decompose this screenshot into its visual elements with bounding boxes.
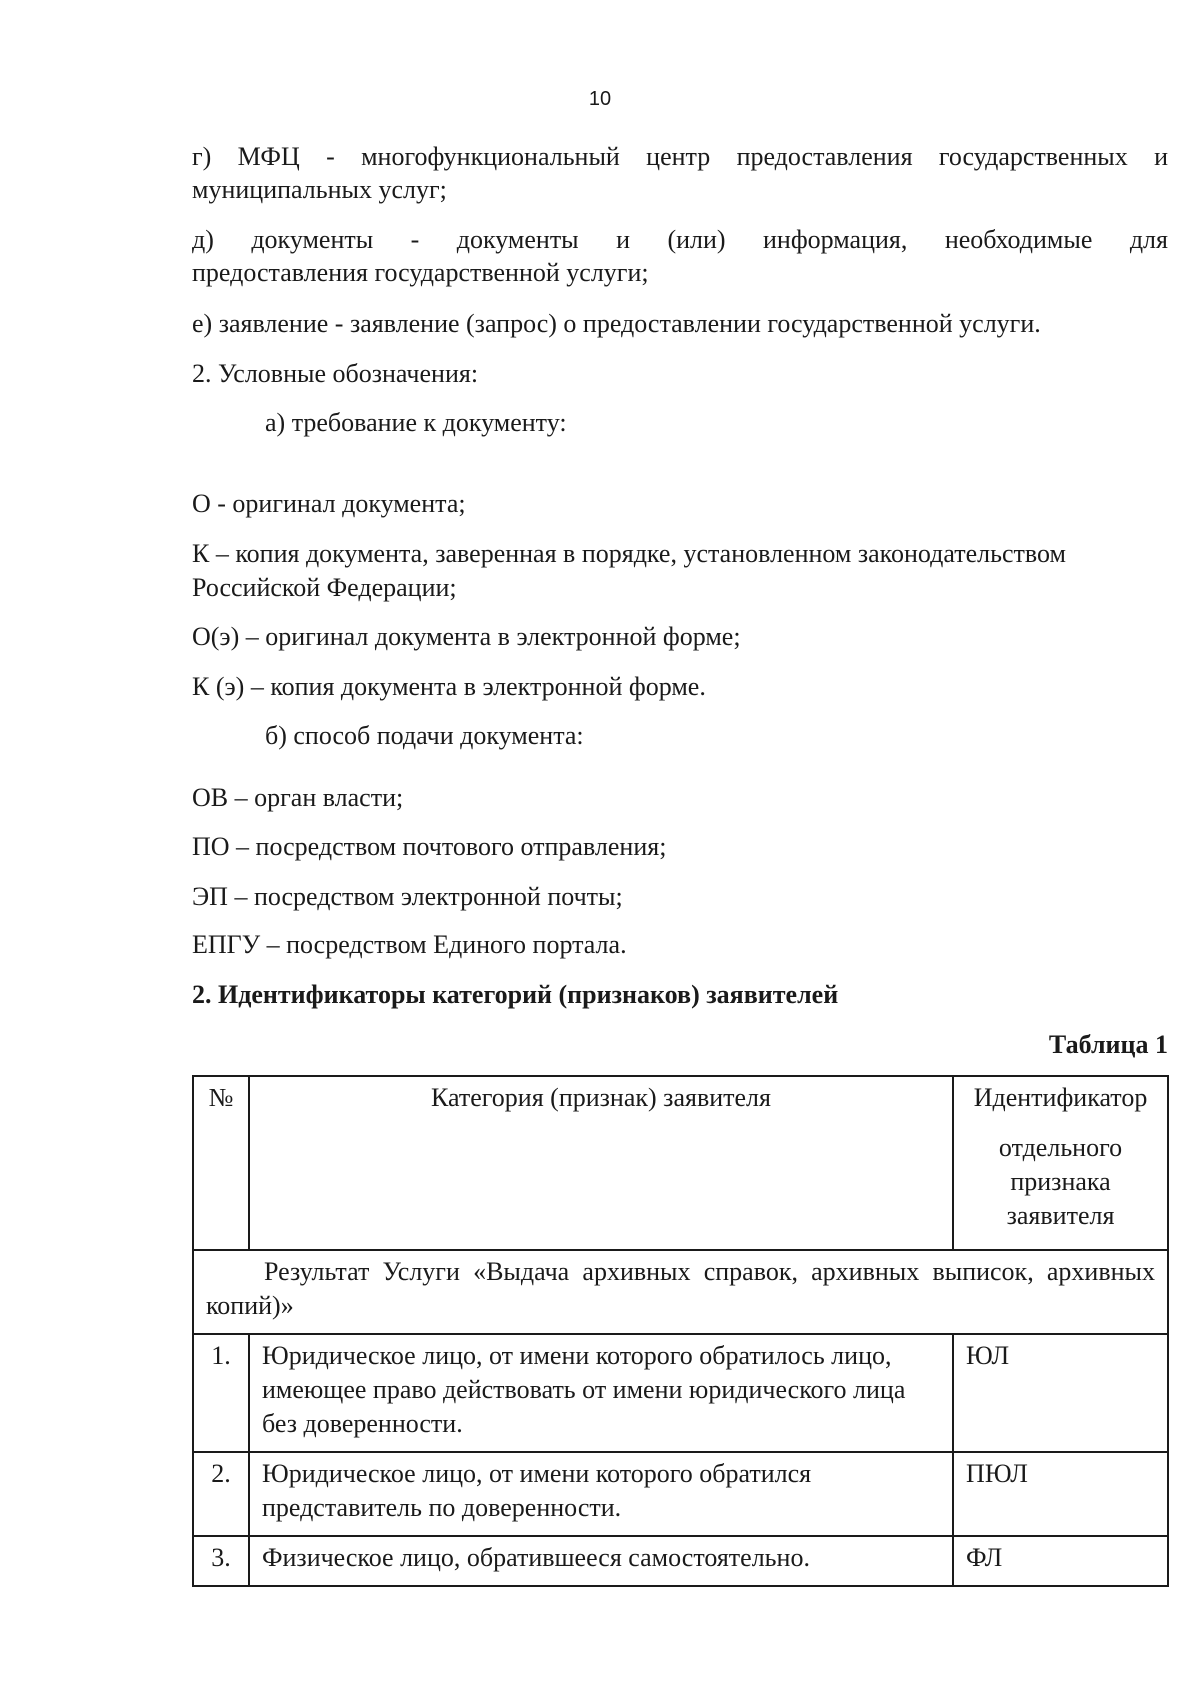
header-identifier (953, 1076, 1168, 1250)
symbols-heading: 2. Условные обозначения: (192, 359, 479, 388)
submission-method-authority: ОВ – орган власти; (192, 783, 404, 812)
doc-requirement-copy-electronic: К (э) – копия документа в электронной форме. (192, 672, 706, 701)
table-row (193, 1452, 1168, 1536)
row-category: Физическое лицо, обратившееся самостоятельно. (249, 1536, 953, 1586)
definition-documents-line1: д) документы - документы и (или) информация, необходимые для (192, 225, 1168, 254)
definition-mfc-line1: г) МФЦ - многофункциональный центр предоставления государственных и (192, 142, 1168, 171)
header-identifier-line1: Идентификатор (973, 1083, 1148, 1112)
table-section-row (193, 1250, 1168, 1334)
row-number: 1. (193, 1334, 249, 1452)
section-heading: 2. Идентификаторы категорий (признаков) заявителей (192, 980, 839, 1009)
applicant-categories-table (192, 1075, 1169, 1587)
doc-requirement-original: О - оригинал документа; (192, 489, 466, 518)
submission-method-email: ЭП – посредством электронной почты; (192, 882, 623, 911)
definition-application: е) заявление - заявление (запрос) о предоставлении государственной услуги. (192, 309, 1041, 338)
table-row (193, 1334, 1168, 1452)
doc-requirement-original-electronic: О(э) – оригинал документа в электронной форме; (192, 622, 741, 651)
row-category: Юридическое лицо, от имени которого обратился представитель по доверенности. (249, 1452, 953, 1536)
section-row-cell (193, 1250, 1168, 1334)
row-identifier: ЮЛ (953, 1334, 1168, 1452)
page-number: 10 (588, 88, 612, 110)
table-row (193, 1536, 1168, 1586)
submission-method-title: б) способ подачи документа: (265, 721, 584, 750)
table-header-row (193, 1076, 1168, 1250)
row-number: 3. (193, 1536, 249, 1586)
header-identifier-line2: отдельного признака заявителя (998, 1133, 1123, 1230)
definition-documents-line2: предоставления государственной услуги; (192, 258, 649, 287)
section-row-text: Результат Услуги «Выдача архивных справок, архивных выписок, архивных копий)» (206, 1257, 1155, 1320)
header-category: Категория (признак) заявителя (249, 1076, 953, 1250)
row-category: Юридическое лицо, от имени которого обратилось лицо, имеющее право действовать от имени юридического лица без доверенности. (249, 1334, 953, 1452)
submission-method-portal: ЕПГУ – посредством Единого портала. (192, 930, 627, 959)
definition-mfc-line2: муниципальных услуг; (192, 175, 447, 204)
row-identifier: ПЮЛ (953, 1452, 1168, 1536)
doc-requirement-copy: К – копия документа, заверенная в порядке, установленном законодательством Российской Федерации; (192, 539, 1066, 602)
row-identifier: ФЛ (953, 1536, 1168, 1586)
header-number: № (193, 1076, 249, 1250)
submission-method-post: ПО – посредством почтового отправления; (192, 832, 667, 861)
doc-requirement-title: а) требование к документу: (265, 408, 567, 437)
row-number: 2. (193, 1452, 249, 1536)
table-caption: Таблица 1 (1048, 1030, 1168, 1059)
